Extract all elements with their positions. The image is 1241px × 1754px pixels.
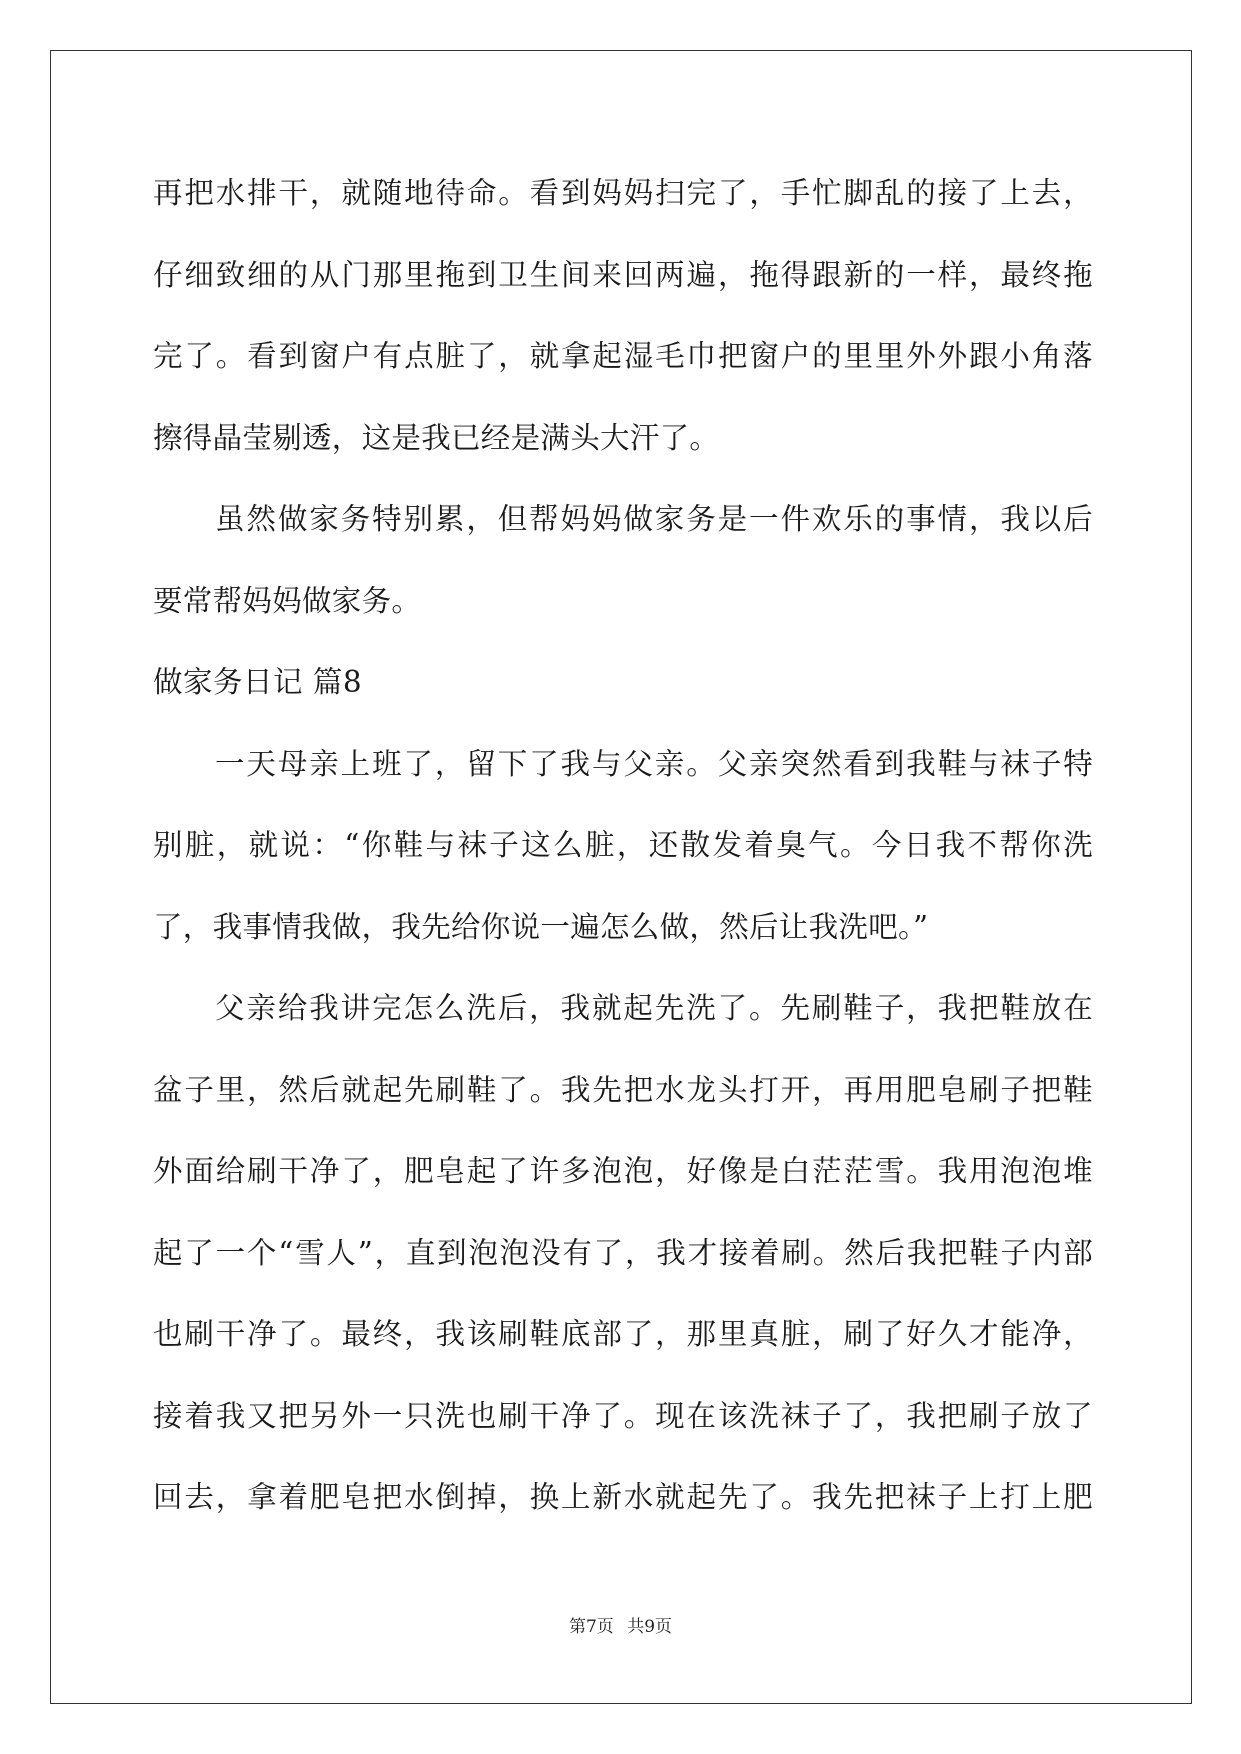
document-body <box>153 153 1093 1539</box>
text-line: 起了一个“雪人”，直到泡泡没有了，我才接着刷。然后我把鞋子内部 <box>153 1235 1093 1270</box>
paragraph-first-line: 父亲给我讲完怎么洗后，我就起先洗了。先刷鞋子，我把鞋放在 <box>215 991 1093 1025</box>
text-line: 也刷干净了。最终，我该刷鞋底部了，那里真脏，刷了好久才能净， <box>153 1317 1093 1351</box>
text-line: 了，我事情我做，我先给你说一遍怎么做，然后让我洗吧。” <box>153 909 929 944</box>
page-footer <box>0 1612 1241 1637</box>
text-line: 擦得晶莹剔透，这是我已经是满头大汗了。 <box>153 420 720 455</box>
text-line: 接着我又把另外一只洗也刷干净了。现在该洗袜子了，我把刷子放了 <box>153 1398 1093 1433</box>
paragraph-first-line: 一天母亲上班了，留下了我与父亲。父亲突然看到我鞋与袜子特 <box>215 746 1093 781</box>
text-line: 别脏，就说：“你鞋与袜子这么脏，还散发着臭气。今日我不帮你洗 <box>153 828 1093 862</box>
text-line: 回去，拿着肥皂把水倒掉，换上新水就起先了。我先把袜子上打上肥 <box>153 1480 1093 1514</box>
text-line: 再把水排干，就随地待命。看到妈妈扫完了，手忙脚乱的接了上去， <box>153 176 1093 210</box>
total-pages: 共9页 <box>627 1617 673 1637</box>
text-line: 盆子里，然后就起先刷鞋了。我先把水龙头打开，再用肥皂刷子把鞋 <box>153 1072 1093 1107</box>
text-line: 外面给刷干净了，肥皂起了许多泡泡，好像是白茫茫雪。我用泡泡堆 <box>153 1154 1093 1188</box>
paragraph-first-line: 虽然做家务特别累，但帮妈妈做家务是一件欢乐的事情，我以后 <box>215 502 1093 536</box>
text-line: 完了。看到窗户有点脏了，就拿起湿毛巾把窗户的里里外外跟小角落 <box>153 339 1093 373</box>
section-heading: 做家务日记 篇8 <box>153 665 363 699</box>
page-number: 第7页 <box>568 1617 614 1637</box>
text-line: 要常帮妈妈做家务。 <box>153 583 422 618</box>
text-line: 仔细致细的从门那里拖到卫生间来回两遍，拖得跟新的一样，最终拖 <box>153 257 1093 292</box>
